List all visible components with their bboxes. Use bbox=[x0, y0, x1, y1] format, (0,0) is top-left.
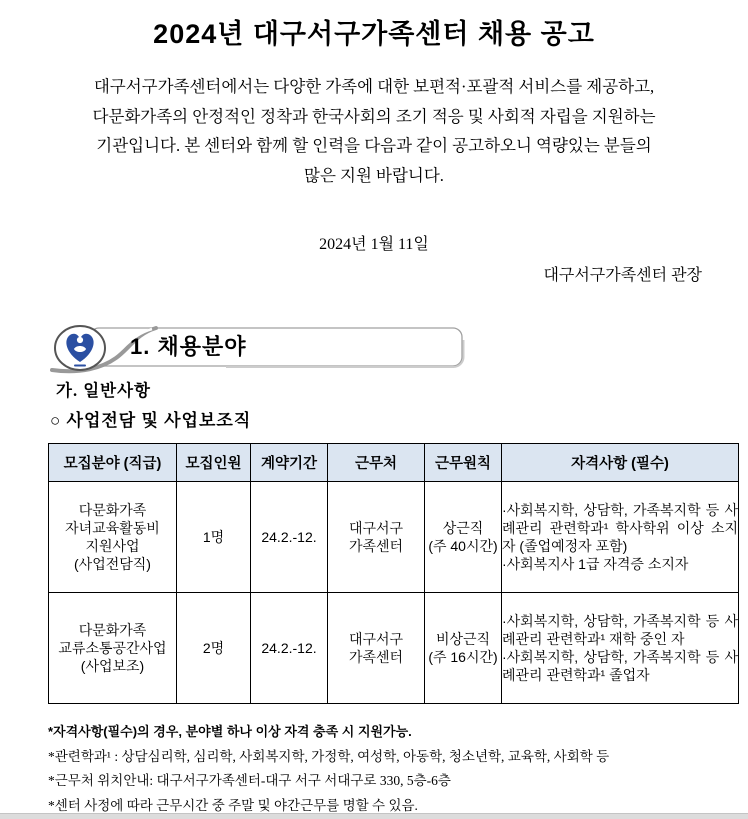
cell-workplace: 대구서구 가족센터 bbox=[328, 482, 425, 593]
intro-paragraph bbox=[40, 72, 708, 190]
cell-field: 다문화가족 자녀교육활동비 지원사업 (사업전담직) bbox=[49, 482, 177, 593]
intro-line: 대구서구가족센터에서는 다양한 가족에 대한 보편적·포괄적 서비스를 제공하고, bbox=[93, 77, 655, 96]
subsection-heading: 가. 일반사항 bbox=[56, 381, 151, 400]
col-header-schedule: 근무원칙 bbox=[425, 444, 502, 482]
col-header-workplace: 근무처 bbox=[328, 444, 425, 482]
footnotes bbox=[48, 720, 732, 818]
signature-line: 대구서구가족센터 관장 bbox=[543, 267, 702, 284]
cell-count: 2명 bbox=[177, 593, 251, 704]
intro-line: 많은 지원 바랍니다. bbox=[304, 165, 444, 185]
list-item-heading: ○ 사업전담 및 사업보조직 bbox=[50, 411, 252, 430]
col-header-qualifications: 자격사항 (필수) bbox=[502, 444, 739, 482]
cell-qualifications: ·사회복지학, 상담학, 가족복지학 등 사례관리 관련학과¹ 재학 중인 자 ·사회복지학, 상담학, 가족복지학 등 사례관리 관련학과¹ 졸업자 bbox=[502, 593, 739, 704]
col-header-period: 계약기간 bbox=[251, 444, 328, 482]
footnote-work-hours: *센터 사정에 따라 근무시간 중 주말 및 야간근무를 명할 수 있음. bbox=[48, 797, 418, 813]
footnote-workplace-location: *근무처 위치안내: 대구서구가족센터-대구 서구 서대구로 330, 5층-6층 bbox=[48, 773, 451, 788]
col-header-field: 모집분야 (직급) bbox=[49, 444, 177, 482]
section-banner bbox=[46, 322, 466, 376]
cell-period: 24.2.-12. bbox=[251, 593, 328, 704]
table-row bbox=[49, 593, 739, 704]
intro-line: 기관입니다. 본 센터와 함께 할 인력을 다음과 같이 공고하오니 역량있는 분들의 bbox=[96, 136, 652, 155]
cell-workplace: 대구서구 가족센터 bbox=[328, 593, 425, 704]
cell-schedule: 비상근직 (주 16시간) bbox=[425, 593, 502, 704]
table-row bbox=[49, 482, 739, 593]
family-center-logo-icon bbox=[55, 326, 105, 370]
footnote-related-majors: *관련학과¹ : 상담심리학, 심리학, 사회복지학, 가정학, 여성학, 아동학, 청소년학, 교육학, 사회학 등 bbox=[48, 748, 610, 764]
cell-period: 24.2.-12. bbox=[251, 482, 328, 593]
cell-field: 다문화가족 교류소통공간사업 (사업보조) bbox=[49, 593, 177, 704]
cell-count: 1명 bbox=[177, 482, 251, 593]
recruitment-table bbox=[48, 443, 739, 704]
page-bottom-edge bbox=[0, 813, 748, 819]
cell-qualifications: ·사회복지학, 상담학, 가족복지학 등 사례관리 관련학과¹ 학사학위 이상 소지자 (졸업예정자 포함) ·사회복지사 1급 자격증 소지자 bbox=[502, 482, 739, 593]
section-banner-decoration bbox=[46, 322, 466, 376]
table-header-row bbox=[49, 444, 739, 482]
col-header-count: 모집인원 bbox=[177, 444, 251, 482]
cell-schedule: 상근직 (주 40시간) bbox=[425, 482, 502, 593]
recruitment-table-container bbox=[48, 443, 739, 704]
intro-line: 다문화가족의 안정적인 정착과 한국사회의 조기 적응 및 사회적 자립을 지원하는 bbox=[92, 106, 656, 126]
section-heading: 1. 채용분야 bbox=[130, 334, 247, 359]
announcement-date: 2024년 1월 11일 bbox=[319, 236, 429, 253]
page-title: 2024년 대구서구가족센터 채용 공고 bbox=[153, 19, 595, 49]
footnote-required-qualification: *자격사항(필수)의 경우, 분야별 하나 이상 자격 충족 시 지원가능. bbox=[48, 724, 412, 739]
